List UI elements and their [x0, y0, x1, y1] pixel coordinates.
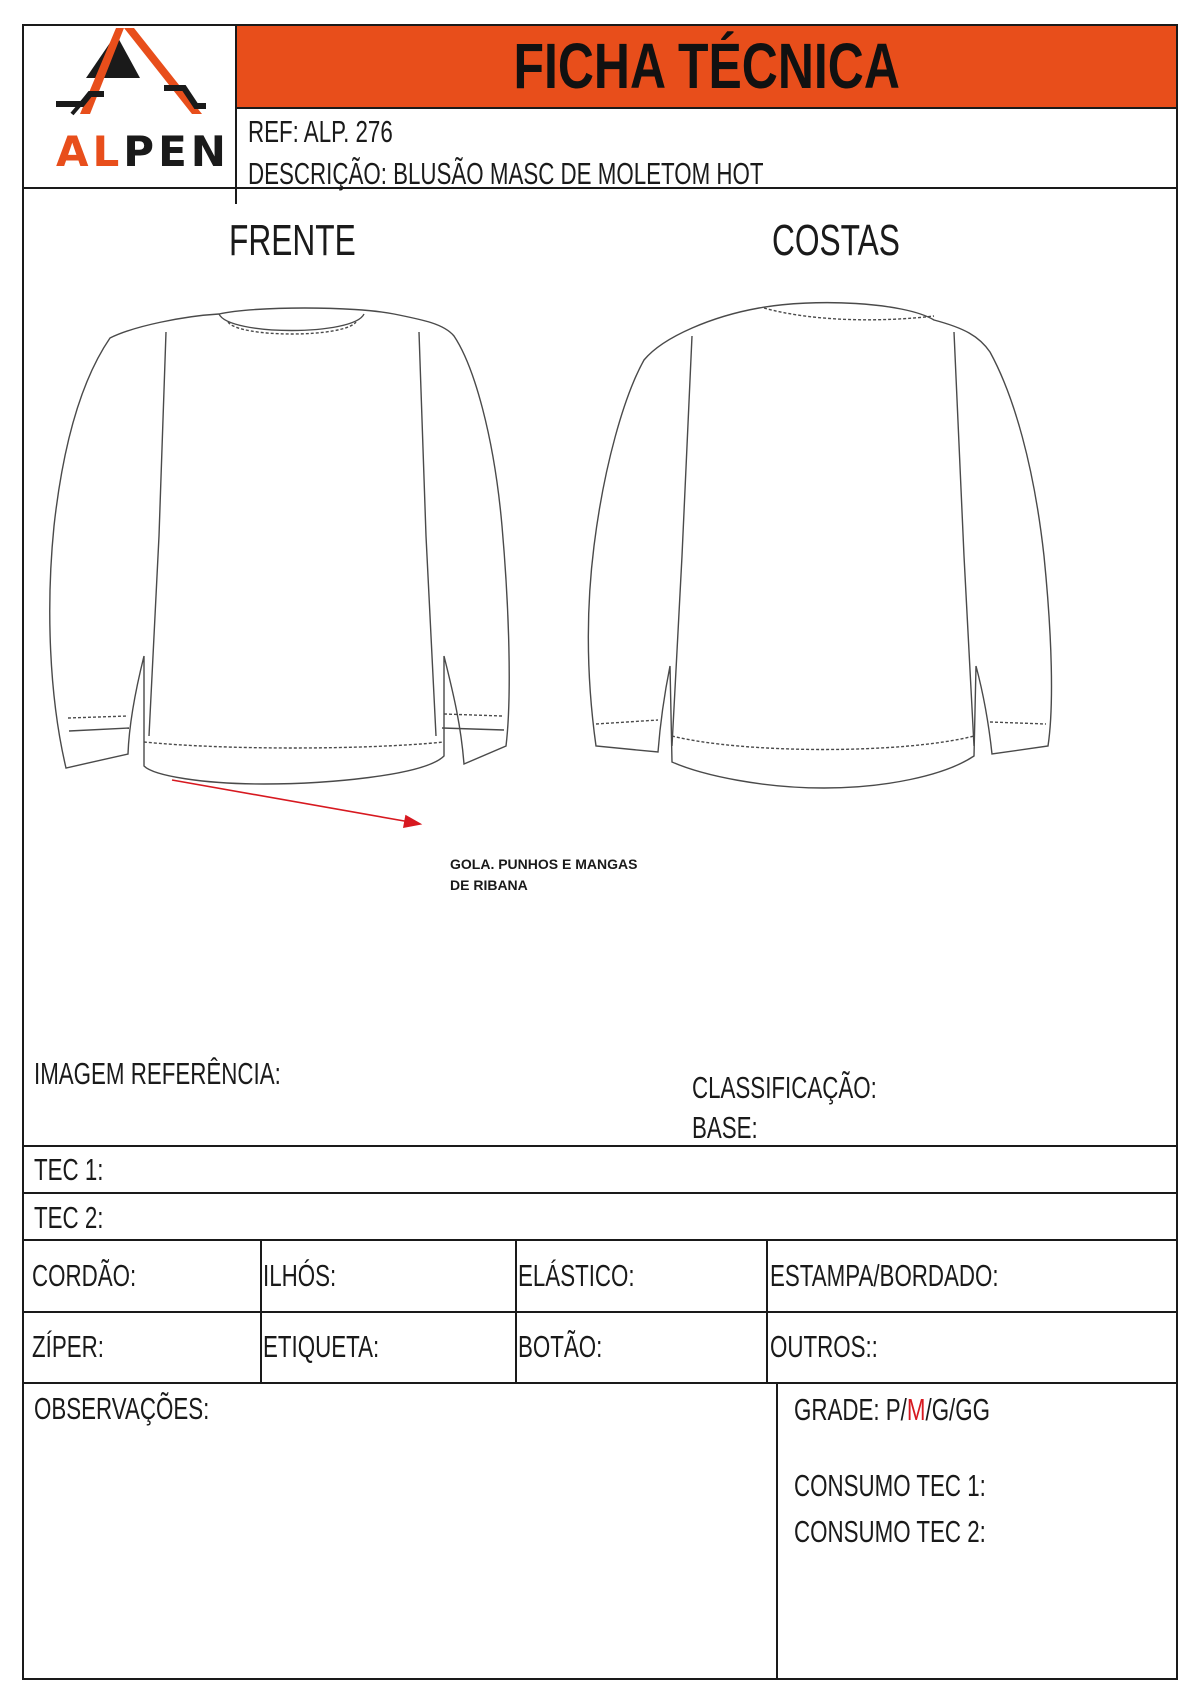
reference-image-label: IMAGEM REFERÊNCIA: — [34, 1056, 281, 1091]
title-bar — [237, 26, 1176, 109]
label-tag-label: ETIQUETA: — [263, 1329, 380, 1364]
divider-tec2 — [24, 1192, 1176, 1194]
cord-label: CORDÃO: — [32, 1258, 137, 1293]
divider-tec1 — [24, 1145, 1176, 1147]
consumption-tec2-label: CONSUMO TEC 2: — [794, 1514, 986, 1549]
annotation-arrow — [172, 780, 420, 827]
zipper-label: ZÍPER: — [32, 1329, 104, 1364]
size-grade: GRADE: P/M/G/GG — [794, 1392, 990, 1427]
eyelets-label: ILHÓS: — [263, 1258, 337, 1293]
others-label: OUTROS:: — [770, 1329, 878, 1364]
trims-row-divider — [24, 1311, 1176, 1313]
logo-text-pen: PEN — [123, 127, 230, 176]
front-label: FRENTE — [229, 216, 356, 265]
footer-col-divider — [776, 1382, 778, 1680]
tec1-label: TEC 1: — [34, 1152, 104, 1187]
back-label: COSTAS — [772, 216, 900, 265]
header-divider — [24, 187, 1176, 189]
description-field: DESCRIÇÃO: BLUSÃO MASC DE MOLETOM HOT — [248, 156, 764, 191]
print-embroidery-label: ESTAMPA/BORDADO: — [770, 1258, 999, 1293]
page-title: FICHA TÉCNICA — [513, 30, 900, 102]
elastic-label: ELÁSTICO: — [518, 1258, 635, 1293]
alpen-mountain-logo-icon — [24, 26, 237, 204]
size-m-selected: M — [906, 1392, 926, 1427]
size-g: G — [931, 1392, 950, 1427]
svg-text:ALPEN — [56, 127, 230, 176]
logo-cell — [24, 26, 237, 204]
divider-trims — [24, 1239, 1176, 1241]
size-p: P — [885, 1392, 901, 1427]
size-gg: GG — [955, 1392, 990, 1427]
button-label: BOTÃO: — [518, 1329, 603, 1364]
base-label: BASE: — [692, 1110, 758, 1145]
technical-sheet — [22, 24, 1178, 1680]
divider-footer — [24, 1382, 1176, 1384]
rib-note: GOLA. PUNHOS E MANGAS DE RIBANA — [450, 856, 638, 893]
front-sweatshirt-drawing — [50, 308, 509, 784]
back-sweatshirt-drawing — [588, 303, 1051, 788]
ref-field: REF: ALP. 276 — [248, 114, 393, 149]
garment-drawings — [24, 276, 1180, 836]
classification-label: CLASSIFICAÇÃO: — [692, 1070, 877, 1105]
consumption-tec1-label: CONSUMO TEC 1: — [794, 1468, 986, 1503]
logo-text-al: AL — [56, 127, 124, 176]
tec2-label: TEC 2: — [34, 1200, 104, 1235]
observations-label: OBSERVAÇÕES: — [34, 1391, 210, 1426]
